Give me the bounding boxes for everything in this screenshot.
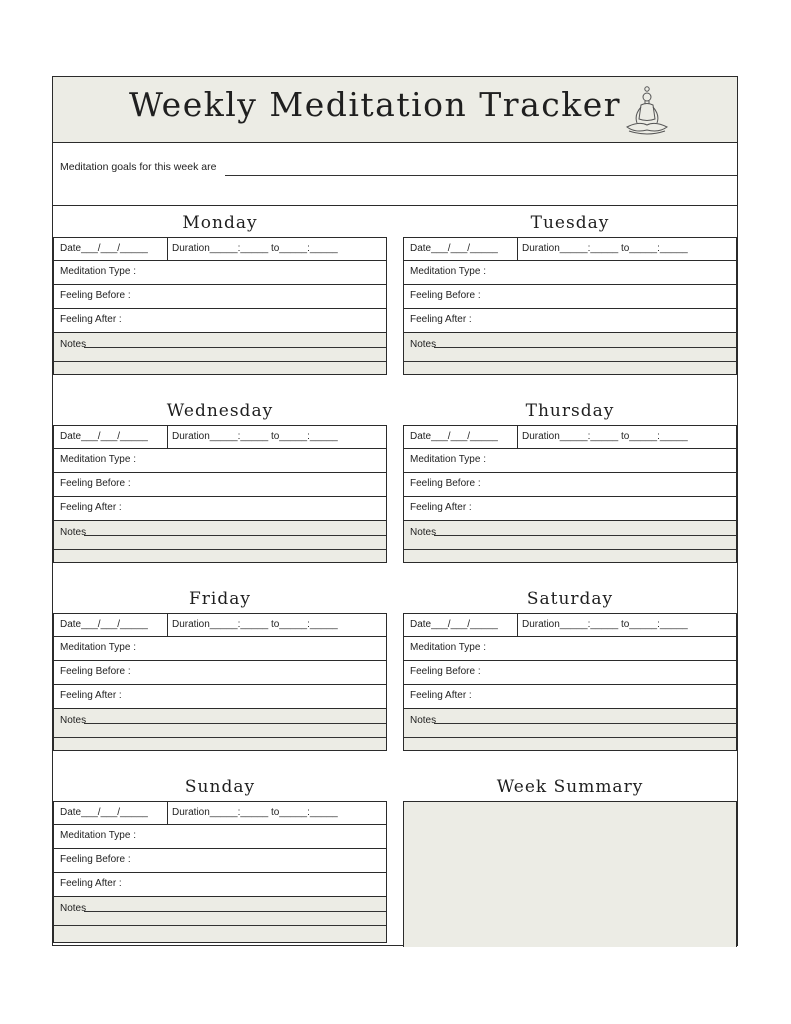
day-table [53, 237, 387, 375]
date-duration-row[interactable] [403, 613, 737, 637]
notes-line [404, 549, 736, 550]
duration-field[interactable]: Duration_____:_____ to_____:_____ [172, 807, 338, 818]
notes-label: Notes [60, 903, 87, 914]
notes-line [434, 535, 736, 536]
meditating-figure-icon [619, 83, 675, 139]
day-table [53, 613, 387, 751]
date-duration-row[interactable] [53, 237, 387, 261]
date-duration-row[interactable] [53, 425, 387, 449]
day-table [403, 237, 737, 375]
notes-field[interactable] [53, 709, 387, 751]
date-duration-row[interactable] [403, 425, 737, 449]
tracker-sheet [52, 76, 738, 946]
notes-line [54, 737, 386, 738]
date-field[interactable]: Date___/___/_____ [54, 802, 168, 824]
date-duration-row[interactable] [53, 801, 387, 825]
notes-line [84, 347, 386, 348]
notes-line [54, 549, 386, 550]
duration-field[interactable]: Duration_____:_____ to_____:_____ [172, 431, 338, 442]
notes-field[interactable] [53, 897, 387, 943]
notes-label: Notes [60, 339, 87, 350]
day-table [53, 801, 387, 943]
day-table [53, 425, 387, 563]
notes-line [54, 361, 386, 362]
meditation-type-field[interactable]: Meditation Type : [403, 261, 737, 285]
feeling-after-field[interactable]: Feeling After : [53, 497, 387, 521]
notes-field[interactable] [403, 333, 737, 375]
notes-line [404, 361, 736, 362]
day-title-tuesday: Tuesday [530, 213, 610, 233]
feeling-after-field[interactable]: Feeling After : [53, 685, 387, 709]
goals-label: Meditation goals for this week are [60, 161, 217, 173]
date-field[interactable]: Date___/___/_____ [54, 238, 168, 260]
feeling-before-field[interactable]: Feeling Before : [53, 849, 387, 873]
notes-label: Notes [410, 715, 437, 726]
feeling-after-field[interactable]: Feeling After : [403, 685, 737, 709]
feeling-after-field[interactable]: Feeling After : [53, 873, 387, 897]
day-title-friday: Friday [189, 589, 251, 609]
date-field[interactable]: Date___/___/_____ [54, 426, 168, 448]
feeling-after-field[interactable]: Feeling After : [53, 309, 387, 333]
notes-field[interactable] [53, 333, 387, 375]
feeling-after-field[interactable]: Feeling After : [403, 309, 737, 333]
notes-field[interactable] [53, 521, 387, 563]
feeling-before-field[interactable]: Feeling Before : [403, 661, 737, 685]
day-title-monday: Monday [182, 213, 258, 233]
date-field[interactable]: Date___/___/_____ [54, 614, 168, 636]
duration-field[interactable]: Duration_____:_____ to_____:_____ [172, 243, 338, 254]
feeling-before-field[interactable]: Feeling Before : [53, 285, 387, 309]
goals-write-line[interactable] [225, 175, 737, 176]
day-title-saturday: Saturday [526, 589, 614, 609]
meditation-type-field[interactable]: Meditation Type : [53, 637, 387, 661]
feeling-before-field[interactable]: Feeling Before : [53, 661, 387, 685]
goals-section [53, 143, 737, 206]
day-title-thursday: Thursday [525, 401, 615, 421]
feeling-after-field[interactable]: Feeling After : [403, 497, 737, 521]
date-duration-row[interactable] [53, 613, 387, 637]
notes-line [434, 723, 736, 724]
notes-label: Notes [60, 527, 87, 538]
page-title: Weekly Meditation Tracker [128, 85, 622, 124]
day-table [403, 613, 737, 751]
notes-label: Notes [410, 527, 437, 538]
week-summary-title: Week Summary [496, 777, 644, 797]
meditation-type-field[interactable]: Meditation Type : [403, 449, 737, 473]
duration-field[interactable]: Duration_____:_____ to_____:_____ [172, 619, 338, 630]
meditation-type-field[interactable]: Meditation Type : [53, 825, 387, 849]
notes-field[interactable] [403, 521, 737, 563]
notes-line [84, 723, 386, 724]
notes-line [54, 925, 386, 926]
date-field[interactable]: Date___/___/_____ [404, 614, 518, 636]
notes-line [434, 347, 736, 348]
date-field[interactable]: Date___/___/_____ [404, 426, 518, 448]
notes-field[interactable] [403, 709, 737, 751]
day-table [403, 425, 737, 563]
duration-field[interactable]: Duration_____:_____ to_____:_____ [522, 431, 688, 442]
week-summary-field[interactable] [403, 801, 737, 947]
date-field[interactable]: Date___/___/_____ [404, 238, 518, 260]
feeling-before-field[interactable]: Feeling Before : [403, 473, 737, 497]
week-summary-block [403, 777, 737, 947]
meditation-type-field[interactable]: Meditation Type : [53, 261, 387, 285]
feeling-before-field[interactable]: Feeling Before : [53, 473, 387, 497]
date-duration-row[interactable] [403, 237, 737, 261]
day-title-wednesday: Wednesday [166, 401, 274, 421]
notes-line [84, 911, 386, 912]
notes-label: Notes [410, 339, 437, 350]
meditation-type-field[interactable]: Meditation Type : [53, 449, 387, 473]
meditation-type-field[interactable]: Meditation Type : [403, 637, 737, 661]
notes-label: Notes [60, 715, 87, 726]
feeling-before-field[interactable]: Feeling Before : [403, 285, 737, 309]
notes-line [404, 737, 736, 738]
day-title-sunday: Sunday [184, 777, 256, 797]
notes-line [84, 535, 386, 536]
duration-field[interactable]: Duration_____:_____ to_____:_____ [522, 243, 688, 254]
duration-field[interactable]: Duration_____:_____ to_____:_____ [522, 619, 688, 630]
header-banner [53, 77, 737, 143]
